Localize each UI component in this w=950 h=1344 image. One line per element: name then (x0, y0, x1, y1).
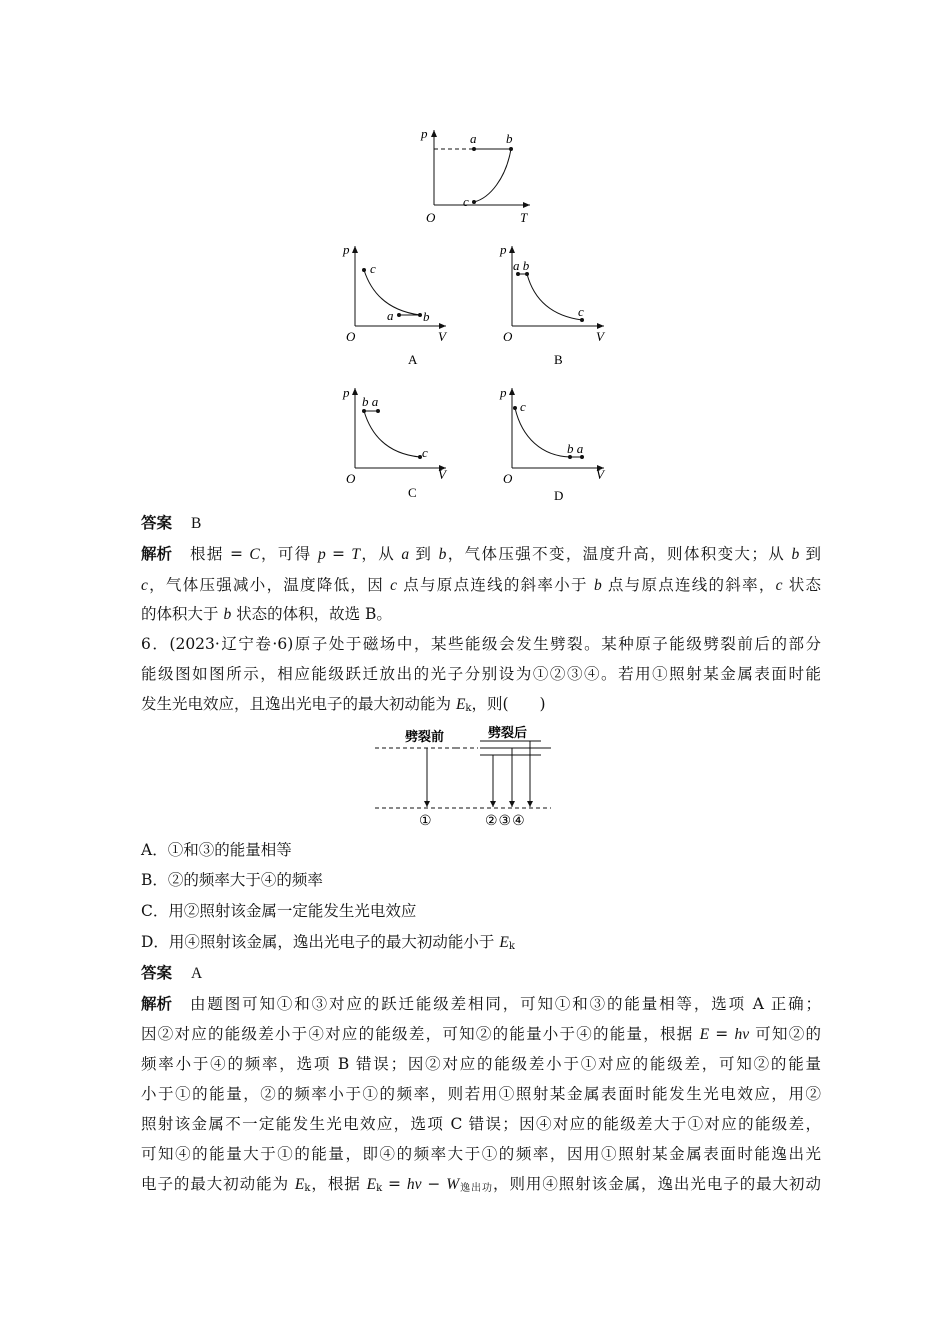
origin-label: O (426, 210, 436, 225)
point-b (509, 147, 513, 151)
text-run: ，可得 (259, 545, 318, 563)
math-symbol: E (455, 696, 466, 713)
text-run: ，则( ) (471, 695, 546, 713)
origin-label: O (503, 471, 513, 486)
q6-analysis-line (141, 1174, 821, 1195)
origin-label: O (503, 329, 513, 344)
c-label: c (520, 399, 526, 414)
q6-analysis-line (141, 1084, 821, 1104)
q6-stem-line (141, 664, 821, 684)
p-label: p (500, 242, 507, 257)
text-run: 状态的体积，故选 B。 (231, 605, 392, 623)
before-split-label: 劈裂前 (405, 730, 445, 745)
text-run: 照射该金属不一定能发生光电效应，选项 C 错误；因④对应的能级差大于①对应的能级差， (141, 1115, 821, 1133)
text-run: 小于①的能量，②的频率小于①的频率，则若用①照射某金属表面时能发生光电效应，用② (141, 1085, 821, 1103)
text-run: 由题图可知①和③对应的跃迁能级差相同，可知①和③的能量相等，选项 A 正确； (190, 995, 821, 1013)
ba-label: b a (567, 441, 584, 456)
text-run: 可知②的 (749, 1025, 821, 1043)
v-label: V (438, 329, 446, 344)
c-label: c (463, 194, 469, 209)
analysis-label: 解析 (141, 995, 173, 1013)
transitions-234-label: ②③④ (485, 814, 526, 829)
math-symbol: b (223, 606, 232, 623)
text-run: 到 (409, 545, 439, 563)
option-b-graph (499, 242, 606, 367)
transition-1-label: ① (419, 814, 432, 829)
text-run: B．②的频率大于④的频率 (141, 871, 323, 889)
text-run: D．用④照射该金属，逸出光电子的最大初动能小于 (141, 933, 500, 951)
text-run: 点与原点连线的斜率小于 (397, 576, 594, 594)
math-symbol: c (775, 577, 783, 594)
a-label: a (387, 308, 394, 323)
p-label: p (343, 242, 350, 257)
q6-stem-line (141, 694, 821, 715)
text-run: 的体积大于 (141, 605, 224, 623)
math-symbol: T (351, 546, 360, 563)
option-d[interactable] (141, 932, 821, 953)
text-run: 6．(2023·辽宁卷·6)原子处于磁场中，某些能级会发生劈裂。某种原子能级劈裂前后的部分 (141, 635, 821, 653)
math-symbol: c (141, 577, 148, 594)
p-label: p (500, 385, 507, 400)
text-run: ，从 (359, 545, 402, 563)
math-symbol: W (446, 1176, 460, 1193)
subscript-text: 逸出功 (459, 1183, 493, 1194)
p-label: p (421, 126, 428, 141)
math-symbol: b (438, 546, 447, 563)
answer-label: 答案 (141, 514, 173, 532)
analysis-text (190, 994, 821, 1014)
math-symbol: c (390, 577, 398, 594)
option-label: B (554, 352, 563, 367)
text-run: = (325, 545, 352, 563)
option-label: D (554, 488, 564, 503)
text-run: = (709, 1025, 735, 1043)
math-symbol: E (499, 934, 509, 951)
subscript-text: k (376, 1183, 383, 1194)
point-c (472, 200, 476, 204)
option-b[interactable] (141, 870, 821, 890)
t-label: T (520, 210, 528, 225)
q6-stem-line (141, 634, 821, 654)
v-label: V (596, 329, 604, 344)
b-label: b (506, 131, 513, 146)
answer-value: B (190, 515, 202, 532)
energy-level-figure (0, 720, 950, 830)
b-label: b (423, 309, 430, 324)
subscript-text: k (304, 1183, 311, 1194)
analysis-label: 解析 (141, 545, 173, 563)
q5-analysis-line (141, 604, 821, 625)
ba-label: b a (362, 394, 379, 409)
text-run: ，则用④照射该金属，逸出光电子的最大初动 (493, 1175, 822, 1193)
ab-label: a b (513, 258, 530, 273)
text-run: 电子的最大初动能为 (141, 1175, 295, 1193)
p-label: p (343, 385, 350, 400)
answer-value: A (190, 965, 203, 982)
text-run: 频率小于④的频率，选项 B 错误；因②对应的能级差小于①对应的能级差，可知②的能量 (141, 1055, 821, 1073)
option-d-graph (499, 385, 606, 503)
text-run: − (421, 1175, 447, 1193)
q6-analysis-line (141, 1054, 821, 1074)
text-run: C．用②照射该金属一定能发生光电效应 (141, 902, 417, 920)
origin-label: O (346, 329, 356, 344)
math-symbol: a (401, 546, 410, 563)
c-label: c (422, 445, 428, 460)
text-run: ，气体压强减小，温度降低，因 (147, 576, 391, 594)
subscript-text: k (465, 703, 472, 714)
text-run: ，根据 (310, 1175, 367, 1193)
math-symbol: hν (734, 1026, 750, 1043)
after-split-label: 劈裂后 (488, 726, 528, 741)
option-a-graph (342, 242, 448, 367)
math-symbol: E (366, 1176, 377, 1193)
text-run: ，气体压强不变，温度升高，则体积变大；从 (446, 545, 792, 563)
answer-label: 答案 (141, 964, 173, 982)
option-c-graph (342, 385, 448, 500)
q5-analysis-line (141, 544, 821, 565)
math-symbol: E (699, 1026, 710, 1043)
q5-answer (141, 513, 821, 534)
text-run: 可知④的能量大于①的能量，即④的频率大于①的频率，因用①照射某金属表面时能逸出光 (141, 1145, 821, 1163)
math-symbol: p (317, 546, 326, 563)
v-label: V (438, 467, 446, 482)
text-run: = (382, 1175, 407, 1193)
math-symbol: hν (406, 1176, 422, 1193)
q6-analysis-line (141, 1144, 821, 1164)
option-label: C (408, 485, 417, 500)
text-run: 能级图如图所示，相应能级跃迁放出的光子分别设为①②③④。若用①照射某金属表面时能 (141, 665, 821, 683)
option-a[interactable] (141, 840, 821, 860)
text-run: A．①和③的能量相等 (141, 841, 292, 859)
q5-analysis-line (141, 575, 821, 596)
c-label: c (578, 304, 584, 319)
analysis-text (190, 544, 821, 565)
text-run: 点与原点连线的斜率， (601, 576, 776, 594)
math-symbol: E (294, 1176, 305, 1193)
text-run: 因②对应的能级差小于④对应的能级差，可知②的能量小于④的能量，根据 (141, 1025, 700, 1043)
option-c[interactable] (141, 901, 821, 921)
text-run: 到 (799, 545, 822, 563)
pt-pv-graphs-figure (0, 0, 950, 510)
q6-analysis-line (141, 994, 821, 1014)
subscript-text: k (508, 941, 515, 952)
point-a (472, 147, 476, 151)
bc-curve (474, 149, 511, 202)
q6-analysis-line (141, 1024, 821, 1045)
origin-label: O (346, 471, 356, 486)
option-label: A (408, 352, 418, 367)
text-run: 状态 (782, 576, 821, 594)
a-label: a (470, 131, 477, 146)
c-label: c (370, 261, 376, 276)
text-run: 根据 = (190, 545, 250, 563)
text-run: 发生光电效应，且逸出光电子的最大初动能为 (141, 695, 456, 713)
q6-answer (141, 963, 821, 984)
math-symbol: b (791, 546, 800, 563)
q6-analysis-line (141, 1114, 821, 1134)
pt-graph (420, 126, 530, 225)
math-symbol: b (593, 577, 602, 594)
v-label: V (596, 467, 604, 482)
math-symbol: C (249, 546, 260, 563)
